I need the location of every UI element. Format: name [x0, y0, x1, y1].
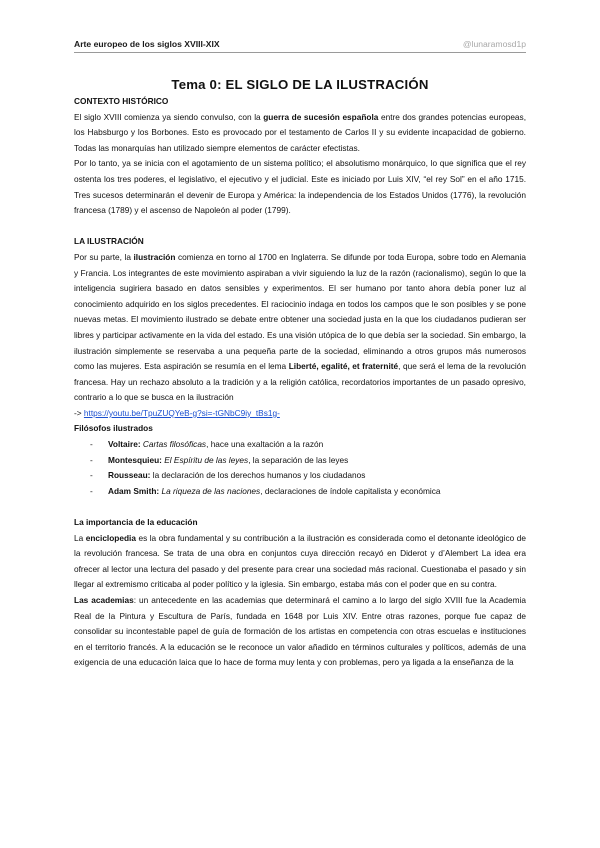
- text-run: entre dos grandes potencias europeas, los Habsburgo y los Borbones. Esto es provocado por el testamento de Carlos II y su evidente incapacidad de gobierno. Todas las monarquías han utilizado siempre elementos de carácter efectistas.: [74, 111, 527, 153]
- text-run: , que será el lema de la revolución francesa. Hay un rechazo absoluto a la tradición y a la religión católica, recordatorios importantes de un pasado opresivo, contrario a lo que se busca en la ilustración: [74, 361, 527, 403]
- work-title: La riqueza de las naciones: [161, 485, 261, 496]
- bold-run: enciclopedia: [85, 532, 136, 543]
- page-header: [74, 38, 526, 53]
- document-body: [74, 76, 526, 671]
- philosopher-name: Adam Smith:: [108, 485, 160, 496]
- list-item: [74, 453, 526, 469]
- item-description: , la separación de las leyes: [248, 454, 349, 465]
- header-author-handle: @lunaramosd1p: [462, 39, 526, 49]
- text-run: comienza en torno al 1700 en Inglaterra. Se difunde por toda Europa, sobre todo en Alemania y Francia. Los integrantes de este movimiento aspiraban a vivir siguiendo la luz de la razón (racionalismo), según lo que la inteligencia sugiriera basado en datos sensibles y experimentos. El ser humano por tanto ahora debía poner luz al conocimiento adquirido en los siglos precedentes. El raciocinio indaga en todos los campos que le son posibles y se pone nuevas metas. El movimiento ilustrado se debate entre obtener una sociedad justa en la que los ciudadanos pudieran ser libres y participar activamente en la vida del estado. Es una visión utópica de lo que debía ser la sociedad. Sin embargo, la ilustración simplemente se reservaba a una pequeña parte de la sociedad, eliminando a otros grupos más numerosos como las mujeres. Esta aspiración se resumía en el lema: [74, 251, 526, 372]
- paragraph-academias: [74, 593, 526, 671]
- page-title: Tema 0: EL SIGLO DE LA ILUSTRACIÓN: [171, 77, 429, 92]
- text-run: es la obra fundamental y su contribución a la ilustración es considerada como el detonante ideológico de la revolución francesa. Se trata de una obra en conjuntos cuya dirección recayó en Diderot y d’Alembert La idea era ofrecer al lector una lectura del pasado y del presente para crear una sociedad más racional. Cuestionaba el pasado y sin llegar al extremismo criticaba al poder político y la iglesia. Sin embargo, estaba más con el poder que en su contra.: [74, 532, 526, 590]
- text-run: : un antecedente en las academias que determinará el camino a lo largo del siglo XVIII fue la Academia Real de la Pintura y Escultura de París, fundada en 1648 por Luis XIV. Entre otras razones, porque fue capaz de consolidar su incontestable papel de guía de formación de los artistas en competencia con otras escuelas e instituciones en el territorio francés. A la educación se le reconoce un valor añadido en términos culturales y políticos, además de una exigencia de una educación laica que lo hace de forma muy lenta y con problemas, pero ya ligada a la enseñanza de la: [74, 595, 526, 668]
- dash-bullet: -: [90, 470, 93, 481]
- text-run: El siglo XVIII comienza ya siendo convulso, con la: [74, 111, 264, 122]
- paragraph-contexto-2: Por lo tanto, ya se inicia con el agotamiento de un sistema político; el absolutismo monárquico, lo que significa que el rey ostenta los tres poderes, el legislativo, el ejecutivo y el judicial. Este es iniciado por Luis XIV, “el rey Sol” en el año 1715. Tres sucesos determinarán el devenir de Europa y América: la independencia de los Estados Unidos (1776), la revolución francesa (1789) y el ascenso de Napoleón al poder (1799).: [74, 158, 526, 216]
- philosophers-list: [74, 437, 526, 499]
- dash-bullet: -: [90, 454, 93, 465]
- philosopher-name: Voltaire:: [108, 439, 141, 450]
- work-title: Cartas filosóficas: [142, 439, 207, 450]
- item-description: la declaración de los derechos humanos y los ciudadanos: [150, 470, 366, 481]
- bold-run: Liberté, egalité, et fraternité: [288, 361, 399, 372]
- dash-bullet: -: [90, 439, 93, 450]
- bold-run: guerra de sucesión española: [263, 111, 379, 122]
- link-arrow: ->: [74, 407, 84, 418]
- section-heading-filosofos: Filósofos ilustrados: [74, 423, 153, 434]
- bold-run: Las academias: [74, 595, 134, 605]
- item-description: , declaraciones de índole capitalista y económica: [260, 485, 441, 496]
- youtube-link[interactable]: https://youtu.be/TpuZUQYeB-g?si=-tGNbC9iy_tBs1g-: [83, 407, 280, 418]
- list-item: [74, 437, 526, 453]
- section-heading-ilustracion: LA ILUSTRACIÓN: [74, 236, 144, 247]
- paragraph-contexto-1: [74, 110, 526, 157]
- list-item: [74, 484, 526, 500]
- philosopher-name: Montesquieu:: [108, 454, 162, 465]
- section-heading-contexto: CONTEXTO HISTÓRICO: [74, 96, 169, 106]
- paragraph-enciclopedia: [74, 531, 526, 593]
- text-run: La: [74, 532, 86, 543]
- list-item: [74, 468, 526, 484]
- bold-run: ilustración: [133, 251, 176, 262]
- section-heading-educacion: La importancia de la educación: [74, 517, 198, 528]
- item-description: , hace una exaltación a la razón: [206, 439, 324, 450]
- header-course-title: Arte europeo de los siglos XVIII-XIX: [74, 39, 220, 49]
- link-line: [74, 406, 526, 422]
- paragraph-ilustracion: [74, 250, 526, 406]
- philosopher-name: Rousseau:: [108, 470, 151, 481]
- text-run: Por su parte, la: [74, 251, 134, 262]
- work-title: El Espíritu de las leyes: [164, 454, 249, 465]
- dash-bullet: -: [90, 485, 93, 496]
